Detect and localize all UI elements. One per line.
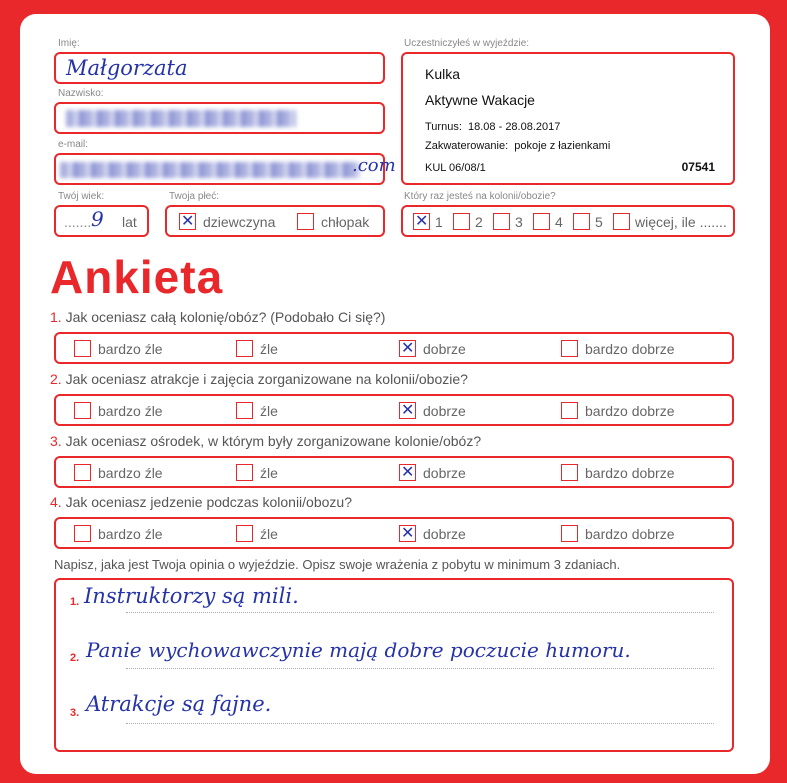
question-3-text: Jak oceniasz ośrodek, w którym były zorganizowane kolonie/obóz? [65,433,482,449]
first-name-label: Imię: [58,38,80,49]
q1-checkbox-good[interactable] [399,340,416,357]
first-name-field[interactable] [54,52,385,84]
q4-option-bad: źle [260,526,278,542]
age-field[interactable] [54,205,149,237]
question-3 [50,433,481,449]
email-suffix: .com [352,155,396,176]
q1-checkbox-very-bad[interactable] [74,340,91,357]
times-option-1: 1 [435,214,443,230]
opinion-line-3-text: Atrakcje są fajne. [86,692,272,716]
q1-option-very-bad: bardzo źle [98,341,163,357]
trip-label: Uczestniczyłeś w wyjeździe: [404,38,530,49]
survey-form [20,14,770,774]
trip-org: Kulka [425,66,461,82]
q3-checkbox-good[interactable] [399,464,416,481]
age-label: Twój wiek: [58,191,105,202]
opinion-line-3-number: 3. [70,707,80,719]
question-4-number: 4. [50,494,62,510]
gender-field [165,205,385,237]
times-checkbox-3[interactable] [493,213,510,230]
opinion-line-1-text: Instruktorzy są mili. [84,584,299,608]
question-1 [50,309,385,325]
trip-number: 07541 [681,160,715,174]
gender-checkbox-girl[interactable] [179,213,196,230]
gender-option-boy: chłopak [321,214,370,230]
q1-option-good: dobrze [423,341,466,357]
times-checkbox-4[interactable] [533,213,550,230]
q4-option-good: dobrze [423,526,466,542]
turnus-value: 18.08 - 28.08.2017 [468,121,561,133]
q2-option-very-good: bardzo dobrze [585,403,675,419]
question-2 [50,371,468,387]
q1-option-bad: źle [260,341,278,357]
age-dots: ....... [64,214,92,230]
q2-option-good: dobrze [423,403,466,419]
gender-label: Twoja płeć: [169,191,220,202]
question-3-number: 3. [50,433,62,449]
question-2-answers [54,394,734,426]
opinion-line-1-rule [126,612,714,613]
q3-option-very-bad: bardzo źle [98,465,163,481]
age-value: 9 [91,207,104,231]
q3-checkbox-very-bad[interactable] [74,464,91,481]
q4-checkbox-good[interactable] [399,525,416,542]
email-field[interactable] [54,153,396,185]
q3-option-good: dobrze [423,465,466,481]
opinion-line-2-rule [126,668,714,669]
q3-option-bad: źle [260,465,278,481]
last-name-label: Nazwisko: [58,88,104,99]
q3-option-very-good: bardzo dobrze [585,465,675,481]
accommodation-label: Zakwaterowanie: [425,140,509,152]
turnus-label: Turnus: [425,121,462,133]
q4-option-very-bad: bardzo źle [98,526,163,542]
times-label: Który raz jesteś na kolonii/obozie? [404,191,556,202]
times-checkbox-1[interactable] [413,213,430,230]
last-name-field[interactable] [54,102,385,134]
times-option-more: więcej, ile ....... [635,214,727,230]
question-2-number: 2. [50,371,62,387]
trip-accommodation [425,140,610,152]
opinion-box[interactable] [54,578,734,752]
times-option-3: 3 [515,214,523,230]
question-1-text: Jak oceniasz całą kolonię/obóz? (Podobało Ci się?) [65,309,386,325]
q1-option-very-good: bardzo dobrze [585,341,675,357]
q2-checkbox-good[interactable] [399,402,416,419]
opinion-line-2-number: 2. [70,652,80,664]
accommodation-value: pokoje z łazienkami [514,140,611,152]
times-option-5: 5 [595,214,603,230]
q4-checkbox-bad[interactable] [236,525,253,542]
trip-info-box [401,52,735,185]
first-name-value: Małgorzata [66,56,188,80]
gender-checkbox-boy[interactable] [297,213,314,230]
trip-code: KUL 06/08/1 [425,162,486,174]
q2-option-bad: źle [260,403,278,419]
times-option-4: 4 [555,214,563,230]
question-4-answers [54,517,734,549]
question-2-text: Jak oceniasz atrakcje i zajęcia zorganizowane na kolonii/obozie? [65,371,468,387]
q2-option-very-bad: bardzo źle [98,403,163,419]
opinion-line-2-text: Panie wychowawczynie mają dobre poczucie humoru. [86,638,631,662]
q4-option-very-good: bardzo dobrze [585,526,675,542]
q3-checkbox-bad[interactable] [236,464,253,481]
times-checkbox-2[interactable] [453,213,470,230]
trip-name: Aktywne Wakacje [425,92,535,108]
email-redacted [60,162,360,178]
gender-option-girl: dziewczyna [203,214,276,230]
email-label: e-mail: [58,139,89,150]
q2-checkbox-very-good[interactable] [561,402,578,419]
question-4-text: Jak oceniasz jedzenie podczas kolonii/obozu? [65,494,352,510]
q4-checkbox-very-bad[interactable] [74,525,91,542]
question-4 [50,494,352,510]
age-unit: lat [122,214,137,230]
opinion-prompt: Napisz, jaka jest Twoja opinia o wyjeździe. Opisz swoje wrażenia z pobytu w minimum 3 zdaniach. [54,557,621,572]
q1-checkbox-very-good[interactable] [561,340,578,357]
q2-checkbox-bad[interactable] [236,402,253,419]
times-checkbox-more[interactable] [613,213,630,230]
page-title: Ankieta [50,251,224,303]
q1-checkbox-bad[interactable] [236,340,253,357]
trip-turnus [425,121,560,133]
last-name-redacted [66,110,296,127]
question-1-answers [54,332,734,364]
opinion-line-1-number: 1. [70,596,80,608]
times-field [401,205,735,237]
q3-checkbox-very-good[interactable] [561,464,578,481]
question-3-answers [54,456,734,488]
times-option-2: 2 [475,214,483,230]
opinion-line-3-rule [126,723,714,724]
q2-checkbox-very-bad[interactable] [74,402,91,419]
times-checkbox-5[interactable] [573,213,590,230]
question-1-number: 1. [50,309,62,325]
q4-checkbox-very-good[interactable] [561,525,578,542]
